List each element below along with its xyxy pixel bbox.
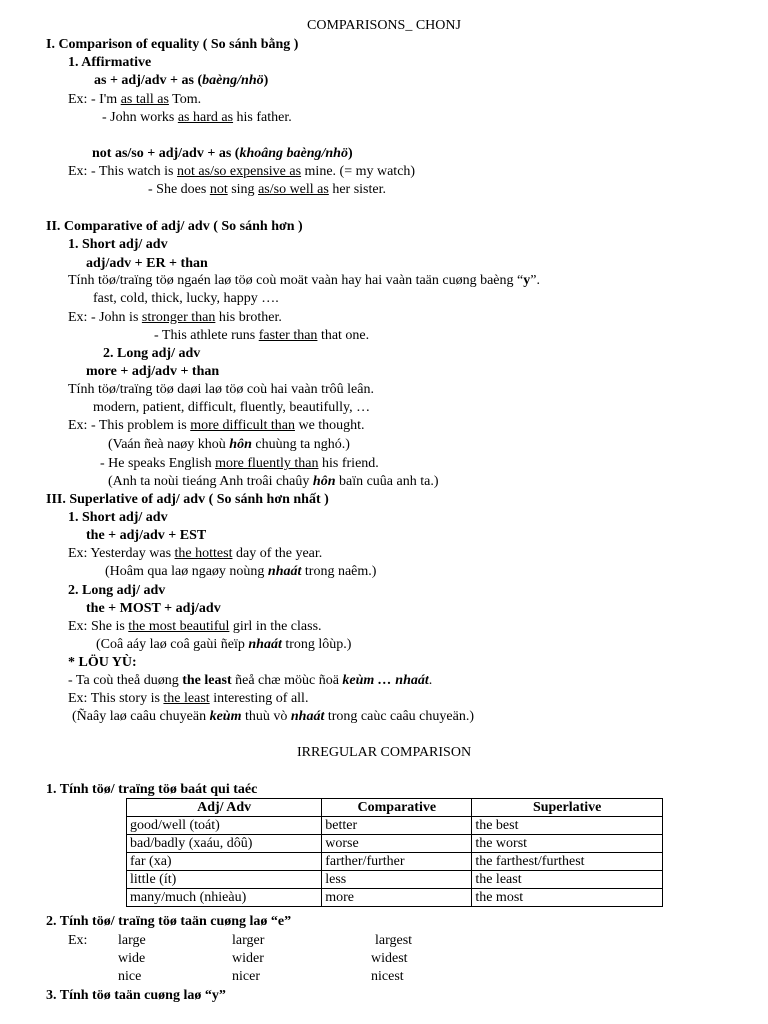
translation-line: (Anh ta noùi tieáng Anh troâi chaûy hôn baïn cuûa anh ta.) <box>108 474 439 489</box>
table-cell: bad/badly (xaáu, dôû) <box>127 835 322 853</box>
table-cell: good/well (toát) <box>127 817 322 835</box>
example-line: - John works as hard as his father. <box>102 110 292 125</box>
table-cell: little (ít) <box>127 871 322 889</box>
subheading: 2. Long adj/ adv <box>68 583 166 598</box>
formula: more + adj/adv + than <box>86 364 220 379</box>
subheading: 2. Long adj/ adv <box>103 346 201 361</box>
table-cell: the best <box>472 817 663 835</box>
table-cell: the farthest/furthest <box>472 853 663 871</box>
irregular-heading-2: 2. Tính töø/ traïng töø taän cuøng laø “e” <box>46 914 292 929</box>
example-line: Ex: - This problem is more difficult than we thought. <box>68 418 365 433</box>
table-header-row <box>127 799 663 817</box>
irregular-table <box>126 798 663 907</box>
example-label: Ex: <box>68 933 88 948</box>
formula: as + adj/adv + as (baèng/nhö) <box>94 73 269 88</box>
translation-line: (Coâ aáy laø coâ gaùi ñeïp nhaát trong lôùp.) <box>96 637 352 652</box>
example-line: - She does not sing as/so well as her sister. <box>148 182 386 197</box>
word: wide <box>118 951 146 966</box>
formula: the + MOST + adj/adv <box>86 601 221 616</box>
subheading: 1. Short adj/ adv <box>68 237 168 252</box>
translation-line: (Vaán ñeà naøy khoù hôn chuùng ta nghó.) <box>108 437 350 452</box>
column-header: Comparative <box>322 799 472 817</box>
formula: adj/adv + ER + than <box>86 256 208 271</box>
example-line: - This athlete runs faster than that one. <box>154 328 370 343</box>
table-cell: the least <box>472 871 663 889</box>
table-row <box>127 871 663 889</box>
table-cell: more <box>322 889 472 907</box>
note-heading: * LÖU YÙ: <box>68 655 137 670</box>
word-list: modern, patient, difficult, fluently, beautifully, … <box>93 400 371 415</box>
table-row <box>127 835 663 853</box>
table-cell: the worst <box>472 835 663 853</box>
table-cell: the most <box>472 889 663 907</box>
irregular-heading-1: 1. Tính töø/ traïng töø baát qui taéc <box>46 782 258 797</box>
table-cell: far (xa) <box>127 853 322 871</box>
word: nicest <box>371 969 404 984</box>
irregular-title: IRREGULAR COMPARISON <box>296 745 472 760</box>
table-row <box>127 889 663 907</box>
example-line: Ex: - John is stronger than his brother. <box>68 310 282 325</box>
formula: the + adj/adv + EST <box>86 528 207 543</box>
word: larger <box>232 933 265 948</box>
example-line: Ex: This story is the least interesting of all. <box>68 691 309 706</box>
example-line: Ex: She is the most beautiful girl in the class. <box>68 619 322 634</box>
word: largest <box>375 933 413 948</box>
example-line: Ex: - This watch is not as/so expensive as mine. (= my watch) <box>68 164 416 179</box>
example-line: Ex: Yesterday was the hottest day of the year. <box>68 546 323 561</box>
table-cell: better <box>322 817 472 835</box>
column-header: Adj/ Adv <box>127 799 322 817</box>
subheading: 1. Short adj/ adv <box>68 510 168 525</box>
table-cell: worse <box>322 835 472 853</box>
section-1-heading: I. Comparison of equality ( So sánh bằng ) <box>46 37 299 52</box>
word: wider <box>232 951 264 966</box>
word-list: fast, cold, thick, lucky, happy …. <box>93 291 279 306</box>
example-line: - He speaks English more fluently than his friend. <box>100 456 379 471</box>
description: Tính töø/traïng töø ngaén laø töø coù moät vaàn hay hai vaàn taän cuøng baèng “y”. <box>68 273 540 288</box>
section-3-heading: III. Superlative of adj/ adv ( So sánh hơn nhất ) <box>46 492 329 507</box>
word: widest <box>371 951 408 966</box>
section-2-heading: II. Comparative of adj/ adv ( So sánh hơn ) <box>46 219 303 234</box>
subheading: 1. Affirmative <box>68 55 152 70</box>
example-line: Ex: - I'm as tall as Tom. <box>68 92 202 107</box>
table-cell: less <box>322 871 472 889</box>
irregular-heading-3: 3. Tính töø taän cuøng laø “y” <box>46 988 226 1003</box>
page-title: COMPARISONS_ CHONJ <box>307 18 461 33</box>
note-line: - Ta coù theå duøng the least ñeå chæ möùc ñoä keùm … nhaát. <box>68 673 433 688</box>
word: large <box>118 933 146 948</box>
column-header: Superlative <box>472 799 663 817</box>
table-cell: many/much (nhieàu) <box>127 889 322 907</box>
formula: not as/so + adj/adv + as (khoâng baèng/nhö) <box>92 146 353 161</box>
word: nice <box>118 969 142 984</box>
translation-line: (Hoâm qua laø ngaøy noùng nhaát trong naêm.) <box>105 564 377 579</box>
table-cell: farther/further <box>322 853 472 871</box>
table-row <box>127 853 663 871</box>
translation-line: (Ñaây laø caâu chuyeän keùm thuù vò nhaát trong caùc caâu chuyeän.) <box>72 709 474 724</box>
description: Tính töø/traïng töø daøi laø töø coù hai vaàn trôû leân. <box>68 382 374 397</box>
table-row <box>127 817 663 835</box>
word: nicer <box>232 969 260 984</box>
